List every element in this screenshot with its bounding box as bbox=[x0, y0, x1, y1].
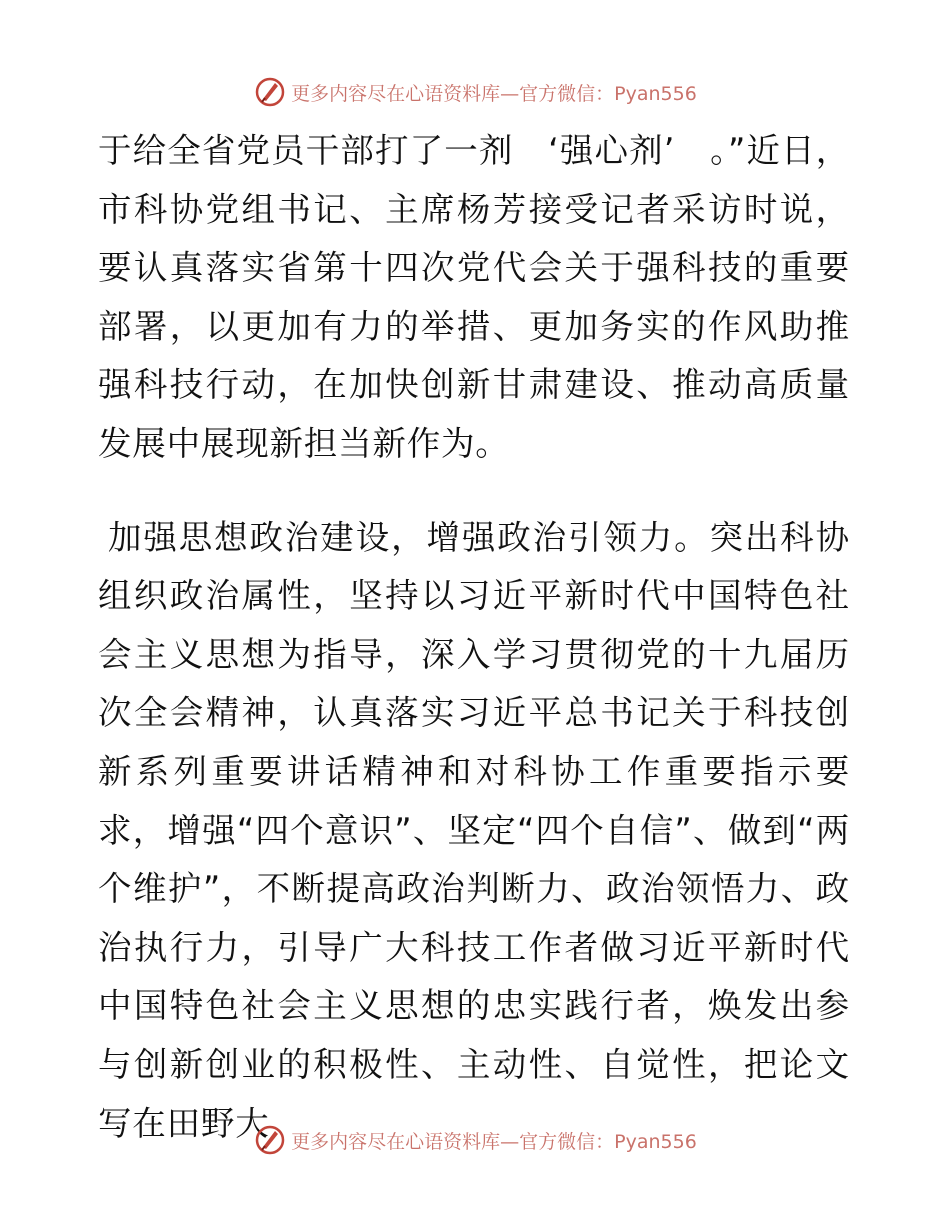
footer-watermark bbox=[0, 1120, 950, 1160]
watermark-text: 更多内容尽在心语资料库—官方微信：Pyan556 bbox=[291, 82, 697, 105]
paragraph: 于给全省党员干部打了一剂 ‘强心剂’ 。”近日，市科协党组书记、主席杨芳接受记者采访时说，要认真落实省第十四次党代会关于强科技的重要部署，以更加有力的举措、更加务实的作风助推强科技行动，在加快创新甘肃建设、推动高质量发展中展现新担当新作为。 bbox=[98, 131, 850, 463]
paragraph: 加强思想政治建设，增强政治引领力。突出科协组织政治属性，坚持以习近平新时代中国特色社会主义思想为指导，深入学习贯彻党的十九届历次全会精神，认真落实习近平总书记关于科技创新系列重要讲话精神和对科协工作重要指示要求，增强“四个意识”、坚定“四个自信”、做到“两个维护”，不断提高政治判断力、政治领悟力、政治执行力，引导广大科技工作者做习近平新时代中国特色社会主义思想的忠实践行者，焕发出参与创新创业的积极性、主动性、自觉性，把论文写在田野大 bbox=[98, 517, 850, 1143]
header-watermark bbox=[0, 72, 950, 112]
quill-logo-icon bbox=[253, 75, 287, 109]
quill-logo-icon bbox=[253, 1123, 287, 1157]
watermark-text: 更多内容尽在心语资料库—官方微信：Pyan556 bbox=[291, 1130, 697, 1153]
document-body bbox=[98, 122, 850, 1153]
